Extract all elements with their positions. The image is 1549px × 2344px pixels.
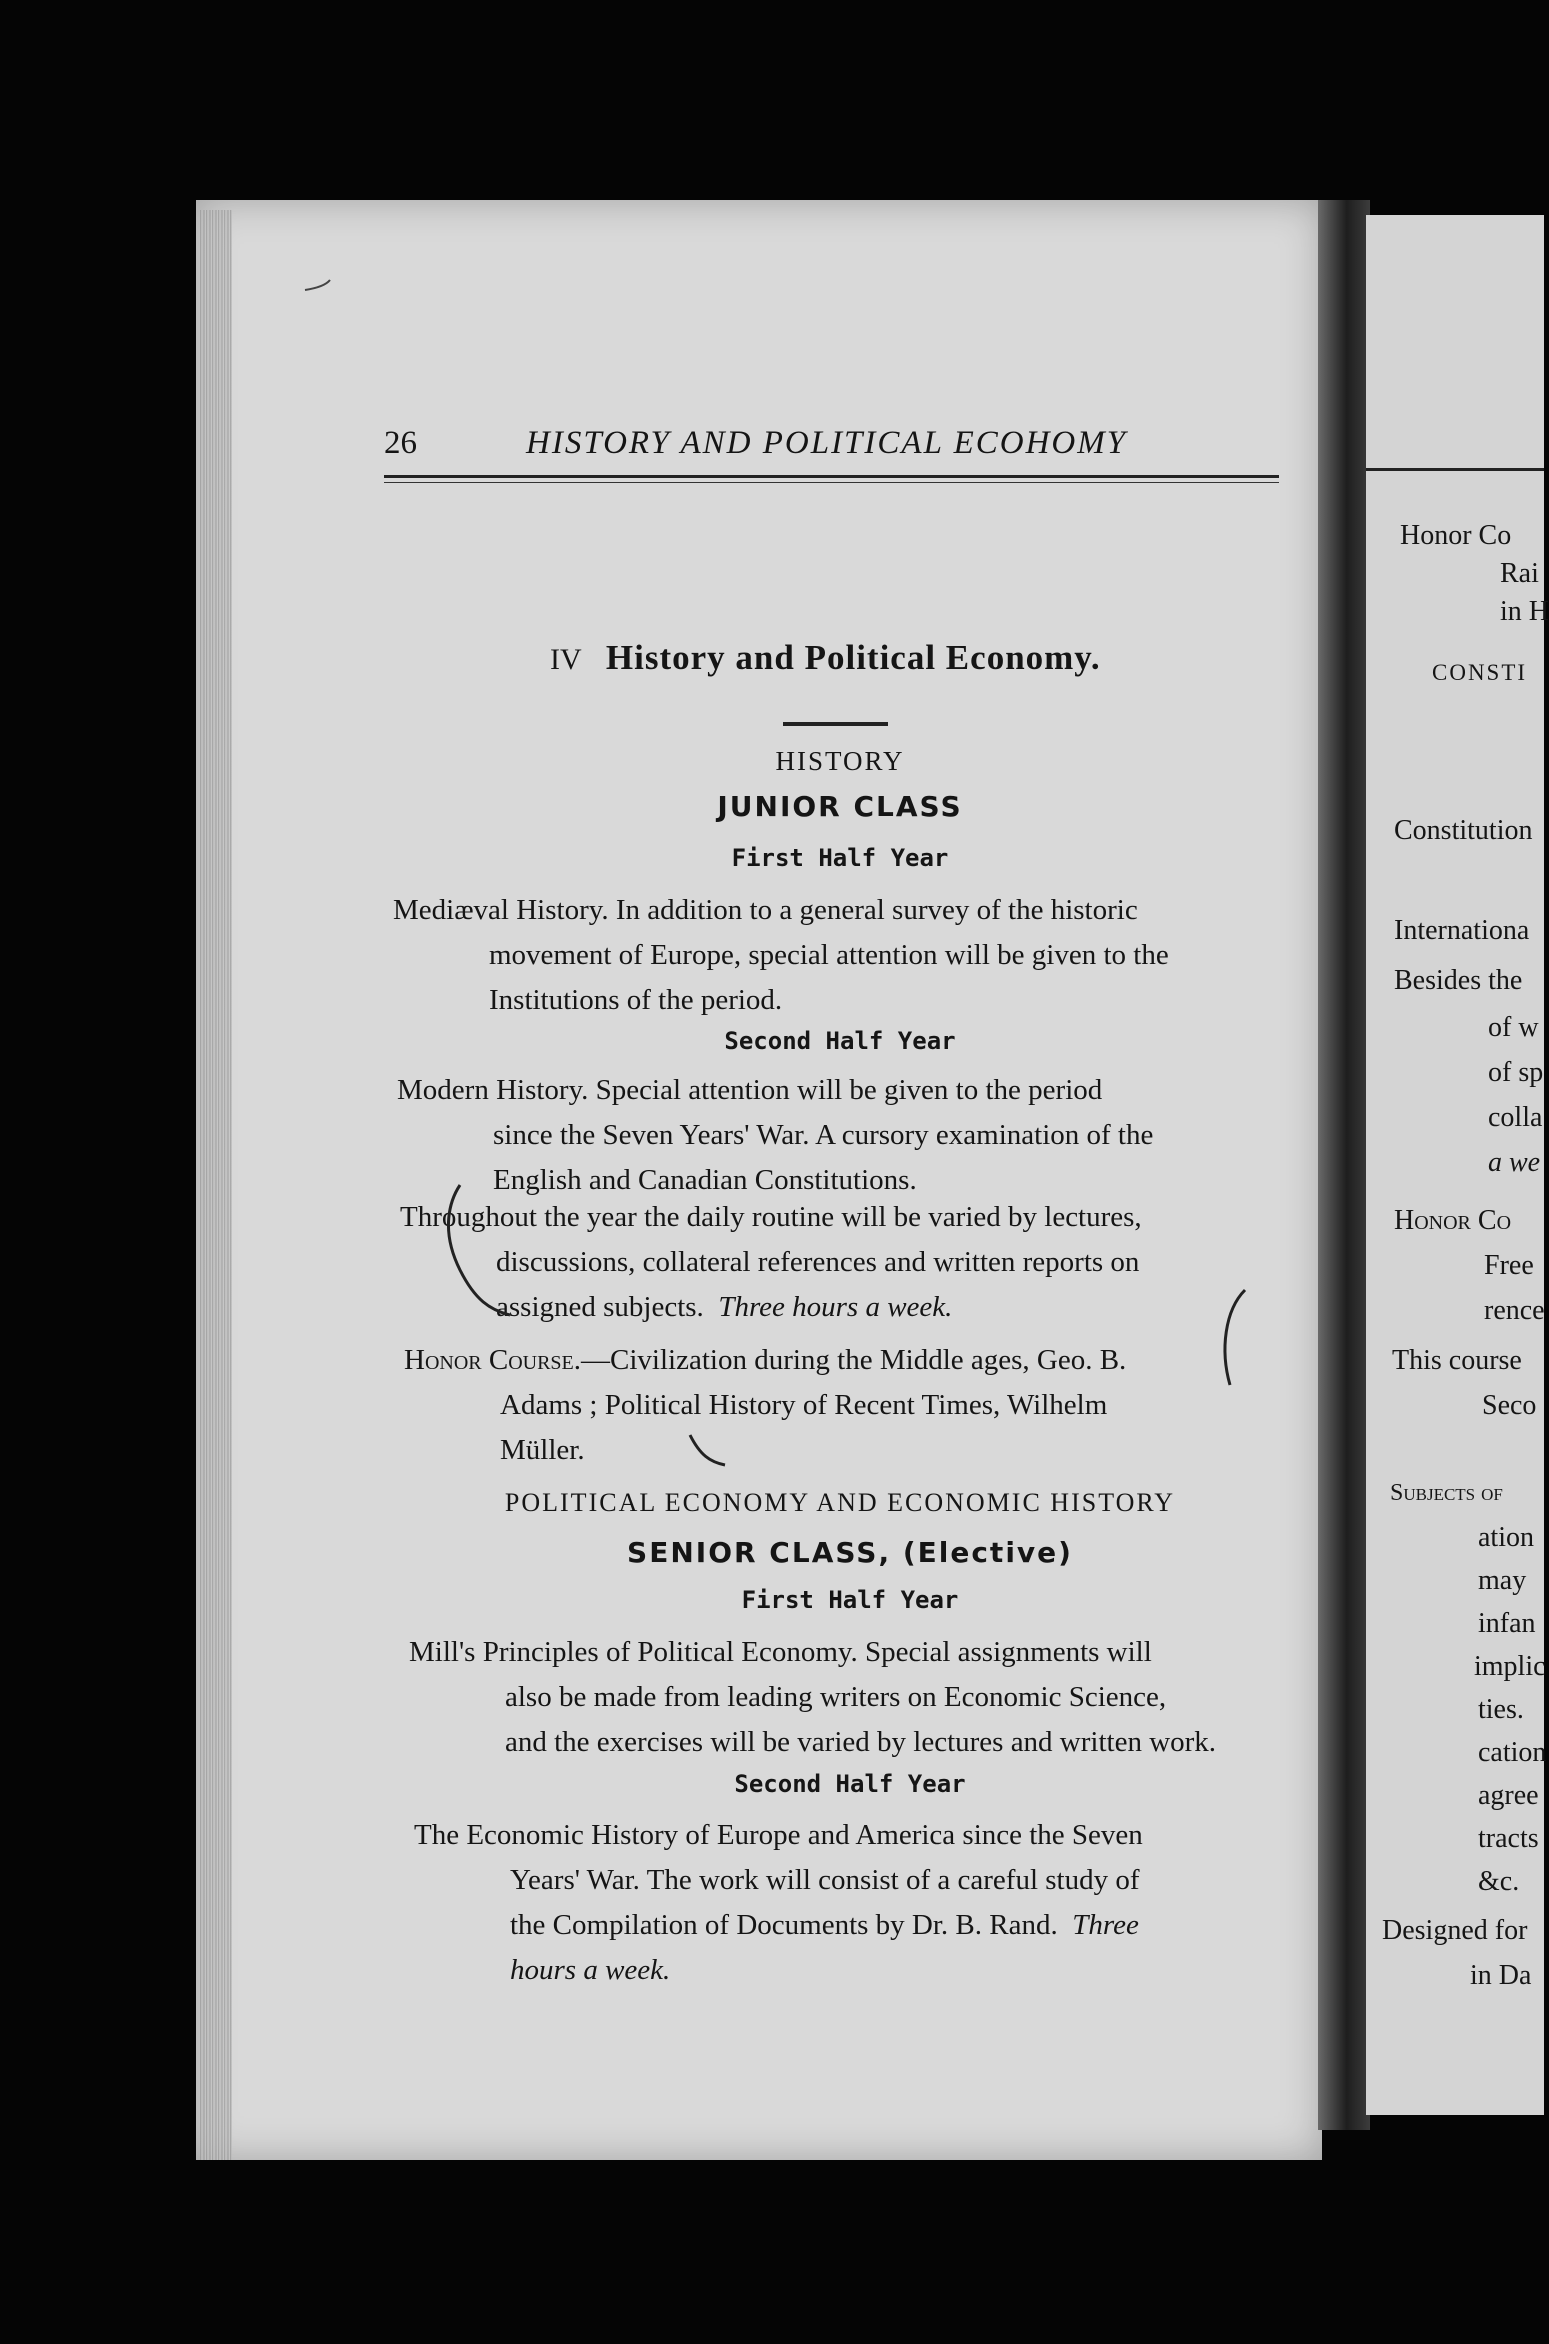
facing-line-1: Honor Co (1400, 520, 1512, 551)
facing-line-6: Internationa (1394, 915, 1530, 946)
second-half-year-heading: Second Half Year (724, 1027, 956, 1055)
facing-line-13: Free (1484, 1250, 1534, 1281)
modern-line-3: English and Canadian Constitutions. (493, 1164, 917, 1196)
facing-line-20: infan (1478, 1608, 1536, 1639)
mill-line-3: and the exercises will be varied by lectures and written work. (505, 1726, 1217, 1758)
pencil-curve-mark (1225, 1290, 1245, 1385)
junior-class-heading: JUNIOR CLASS (717, 790, 963, 823)
facing-line-27: Designed for (1382, 1915, 1528, 1946)
mill-line-1: Mill's Principles of Political Economy. Special assignments will (409, 1636, 1152, 1668)
routine-line-2: discussions, collateral references and written reports on (496, 1246, 1140, 1278)
facing-line-16: Seco (1482, 1390, 1537, 1421)
facing-line-12: Honor Co (1394, 1205, 1512, 1236)
facing-line-7: Besides the (1394, 965, 1523, 996)
routine-hours: Three hours a week. (718, 1291, 953, 1323)
economic-hours-part2: hours a week. (510, 1954, 671, 1986)
facing-line-25: tracts (1478, 1823, 1539, 1854)
facing-line-8: of w (1488, 1012, 1539, 1043)
facing-line-10: colla (1488, 1102, 1543, 1133)
facing-line-3: in H (1500, 596, 1549, 627)
economic-line-3-text: the Compilation of Documents by Dr. B. Rand. (510, 1909, 1058, 1941)
section-title-text: History and Political Economy. (605, 638, 1101, 677)
facing-line-5: Constitution (1394, 815, 1533, 846)
pencil-check-mark (690, 1435, 725, 1465)
facing-line-15: This course (1392, 1345, 1522, 1376)
section-numeral: IV (550, 643, 582, 676)
facing-line-28: in Da (1470, 1960, 1532, 1991)
honor-label: Honor Course. (404, 1344, 582, 1376)
facing-line-24: agree (1478, 1780, 1539, 1811)
honor-line-1-text: —Civilization during the Middle ages, Geo. B. (581, 1344, 1127, 1376)
routine-line-3-text: assigned subjects. (496, 1291, 704, 1323)
modern-line-2: since the Seven Years' War. A cursory examination of the (493, 1119, 1154, 1151)
medieval-line-1: Mediæval History. In addition to a general survey of the historic (393, 894, 1138, 926)
political-economy-heading: POLITICAL ECONOMY AND ECONOMIC HISTORY (504, 1488, 1176, 1517)
page-number: 26 (384, 425, 417, 461)
first-half-year-heading: First Half Year (731, 844, 949, 872)
facing-line-9: of sp (1488, 1057, 1544, 1088)
facing-line-23: cation (1478, 1737, 1547, 1768)
facing-line-21: implic (1474, 1651, 1546, 1682)
medieval-line-2: movement of Europe, special attention will be given to the (489, 939, 1169, 971)
economic-hours-part1: Three (1072, 1909, 1139, 1941)
mill-line-2: also be made from leading writers on Economic Science, (505, 1681, 1167, 1713)
history-heading: HISTORY (775, 746, 905, 776)
pe-second-half-year-heading: Second Half Year (734, 1770, 966, 1798)
facing-line-2: Rai (1500, 558, 1539, 589)
facing-line-22: ties. (1478, 1694, 1524, 1725)
facing-line-19: may (1478, 1565, 1527, 1596)
modern-line-1: Modern History. Special attention will be given to the period (397, 1074, 1103, 1106)
economic-line-2: Years' War. The work will consist of a careful study of (510, 1864, 1140, 1896)
senior-class-heading: SENIOR CLASS, (Elective) (627, 1536, 1073, 1569)
facing-line-26: &c. (1478, 1866, 1520, 1897)
routine-line-1: Throughout the year the daily routine will be varied by lectures, (400, 1201, 1142, 1233)
facing-line-11: a we (1488, 1147, 1541, 1178)
running-title: HISTORY AND POLITICAL ECOHOMY (526, 425, 1128, 461)
facing-line-14: rence (1484, 1295, 1545, 1326)
facing-line-18: ation (1478, 1522, 1534, 1553)
honor-line-2: Adams ; Political History of Recent Times, Wilhelm (500, 1389, 1108, 1421)
facing-line-4: CONSTI (1432, 660, 1528, 685)
medieval-line-3: Institutions of the period. (489, 984, 783, 1016)
pencil-stray-mark (305, 280, 330, 290)
pe-first-half-year-heading: First Half Year (741, 1586, 959, 1614)
facing-line-17: Subjects of (1390, 1480, 1503, 1506)
economic-line-1: The Economic History of Europe and America since the Seven (414, 1819, 1143, 1851)
honor-line-3: Müller. (500, 1434, 585, 1466)
pencil-bracket-mark (448, 1185, 510, 1315)
